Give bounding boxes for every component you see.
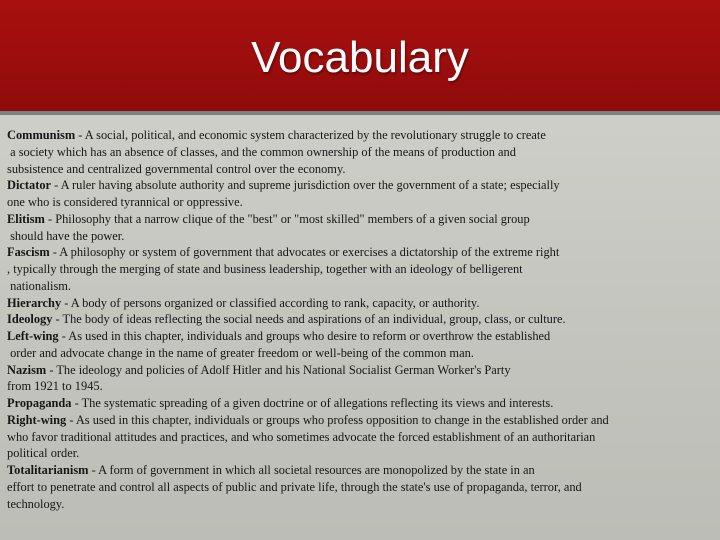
vocab-term: Propaganda: [7, 396, 72, 410]
vocab-definition: nationalism.: [7, 278, 72, 293]
vocab-entry-continuation: [7, 161, 719, 178]
vocab-entry-continuation: [7, 479, 719, 496]
vocab-definition: - The body of ideas reflecting the social needs and aspirations of an individual, group, class, or culture.: [52, 312, 566, 327]
vocab-term: Fascism: [7, 245, 50, 260]
vocab-definition: should have the power.: [7, 228, 125, 243]
vocab-entry: [7, 127, 719, 144]
vocab-term: Hierarchy: [7, 295, 62, 310]
vocab-entry: [7, 311, 719, 328]
vocab-definition: - A ruler having absolute authority and supreme jurisdiction over the government of a state; especially: [51, 178, 560, 193]
slide-title: Vocabulary: [251, 33, 469, 82]
vocab-definition: , typically through the merging of state and business leadership, together with an ideology of belligerent: [7, 262, 523, 276]
vocab-definition: order and advocate change in the name of greater freedom or well-being of the common man.: [7, 345, 474, 360]
vocab-definition: technology.: [7, 496, 65, 511]
vocab-entry-continuation: [7, 278, 719, 295]
vocab-entry-continuation: [7, 261, 719, 278]
vocab-definition: one who is considered tyrannical or oppressive.: [7, 195, 243, 209]
vocab-entry: [7, 244, 719, 261]
vocab-term: Left-wing: [7, 329, 59, 343]
vocab-entry-continuation: [7, 496, 719, 513]
vocab-definition: effort to penetrate and control all aspects of public and private life, through the state's use of propaganda, terror, and: [7, 479, 582, 494]
vocab-term: Right-wing: [7, 412, 67, 427]
vocab-entry-continuation: [7, 194, 719, 211]
vocab-definition: - A body of persons organized or classified according to rank, capacity, or authority.: [61, 295, 480, 310]
vocab-entry: [7, 412, 719, 429]
vocab-definition: from 1921 to 1945.: [7, 379, 103, 394]
vocab-definition: - Philosophy that a narrow clique of the "best" or "most skilled" members of a given social group: [44, 211, 530, 226]
vocab-definition: - A social, political, and economic system characterized by the revolutionary struggle to create: [75, 128, 546, 142]
vocab-definition: who favor traditional attitudes and practices, and who sometimes advocate the forced establishment of an authoritarian: [7, 429, 596, 444]
vocab-definition: subsistence and centralized governmental control over the economy.: [7, 161, 346, 176]
vocab-entry: [7, 462, 719, 479]
vocab-entry-continuation: [7, 429, 719, 446]
vocab-entry-continuation: [7, 445, 719, 462]
vocab-definition: - A form of government in which all societal resources are monopolized by the state in an: [88, 463, 535, 477]
vocab-term: Nazism: [7, 362, 47, 377]
vocab-entry-continuation: [7, 345, 719, 362]
vocab-term: Communism: [7, 128, 76, 142]
vocab-entry: [7, 177, 719, 194]
vocab-entry: [7, 211, 719, 228]
vocab-definition: a society which has an absence of classes, and the common ownership of the means of production and: [7, 144, 516, 159]
title-banner: [0, 0, 720, 111]
vocab-term: Ideology: [7, 312, 53, 327]
vocab-term: Elitism: [7, 211, 45, 226]
vocab-definition: political order.: [7, 446, 80, 461]
vocab-definition: - As used in this chapter, individuals and groups who desire to reform or overthrow the established: [58, 329, 551, 343]
vocab-entry: [7, 362, 719, 379]
vocab-definition: - As used in this chapter, individuals or groups who profess opposition to change in the established order and: [66, 412, 609, 427]
vocab-definition: - The ideology and policies of Adolf Hitler and his National Socialist German Worker's Party: [46, 362, 511, 377]
vocabulary-list: [7, 127, 719, 512]
vocab-entry: [7, 328, 719, 345]
vocab-entry-continuation: [7, 144, 719, 161]
vocab-definition: - The systematic spreading of a given doctrine or of allegations reflecting its views and interests.: [71, 396, 554, 410]
vocab-term: Dictator: [7, 178, 52, 193]
banner-divider: [0, 111, 720, 115]
vocab-entry: [7, 295, 719, 312]
vocab-definition: - A philosophy or system of government that advocates or exercises a dictatorship of the extreme right: [49, 245, 560, 260]
vocab-entry-continuation: [7, 228, 719, 245]
vocab-term: Totalitarianism: [7, 463, 89, 477]
vocab-entry-continuation: [7, 378, 719, 395]
vocab-entry: [7, 395, 719, 412]
